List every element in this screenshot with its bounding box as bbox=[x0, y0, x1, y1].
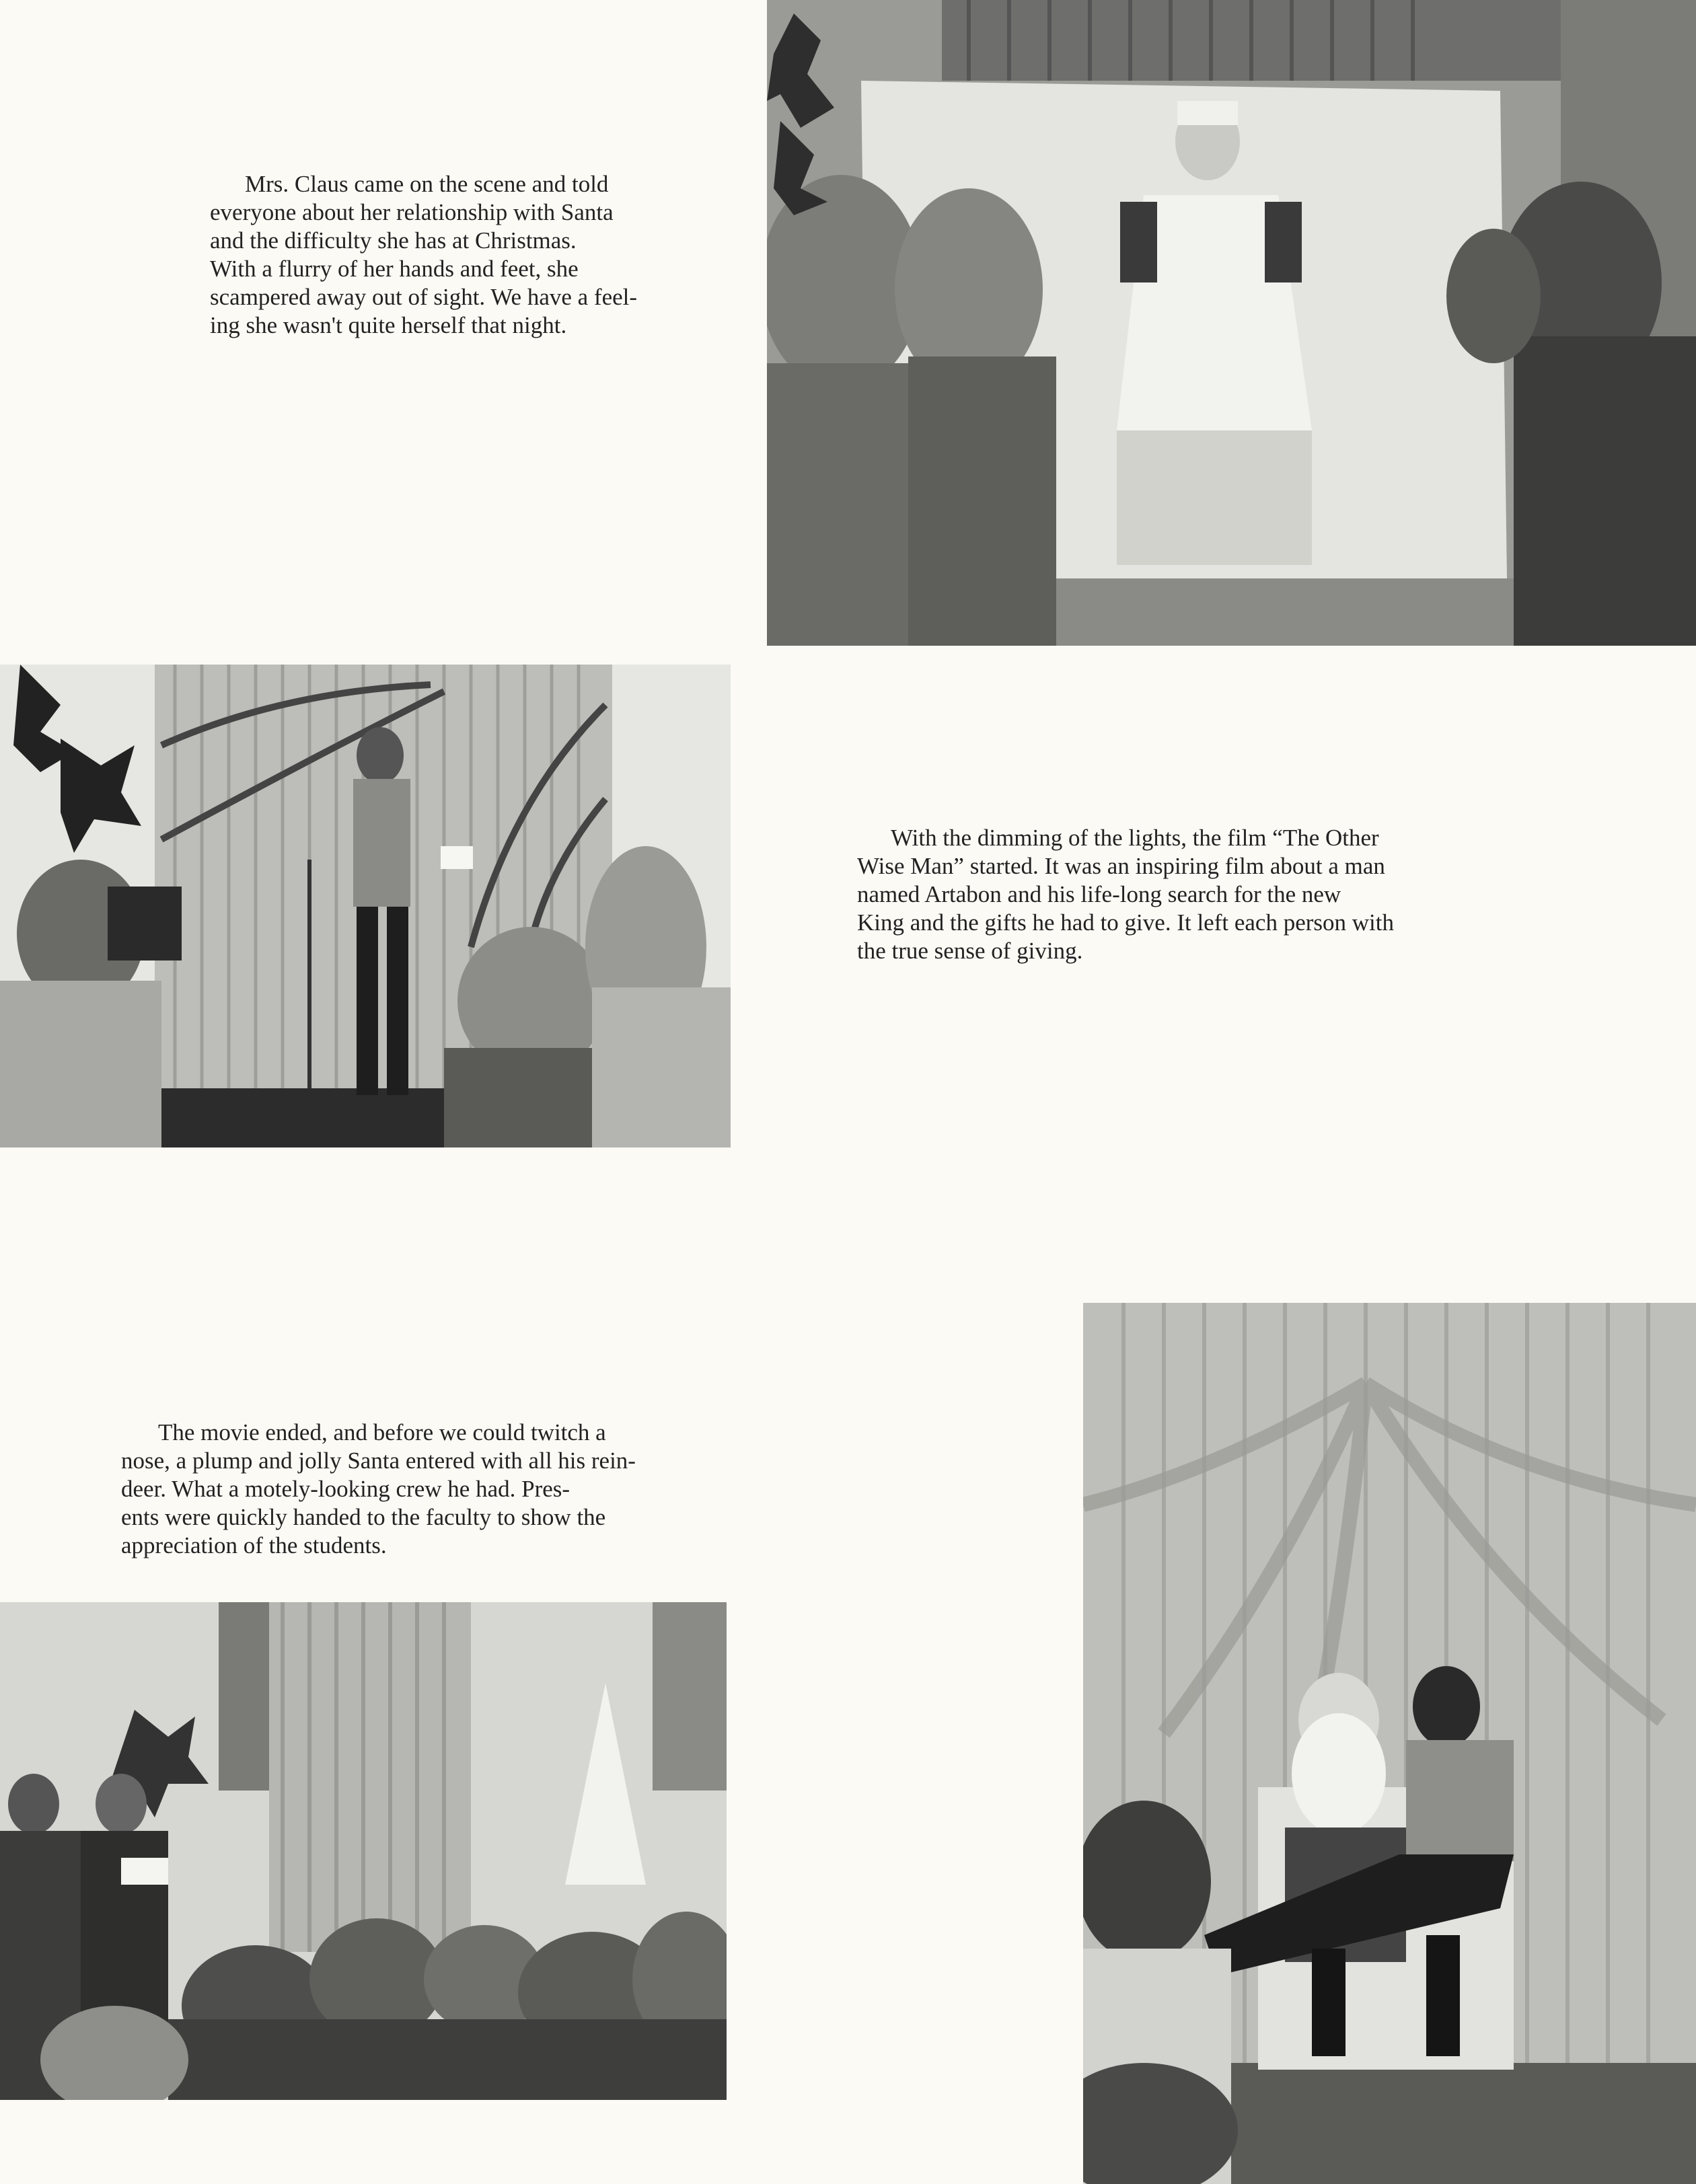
photo-mrs-claus-stage bbox=[767, 0, 1696, 646]
photo-santa-stage bbox=[1083, 1303, 1696, 2184]
photo-faculty-presents bbox=[0, 1602, 727, 2100]
photo-student-microphone bbox=[0, 665, 731, 1147]
caption-mrs-claus: Mrs. Claus came on the scene and told everyone about her relationship with Santa and the difficulty she has at Christmas. With a flurry of her hands and feet, she scampered away out of sight. We have a feel- ing she wasn't quite herself that night. bbox=[210, 171, 638, 338]
caption-santa: The movie ended, and before we could twitch a nose, a plump and jolly Santa entered with all his rein- deer. What a motely-looking crew he had. Pres- ents were quickly handed to the faculty to show the appreciation of the students. bbox=[121, 1419, 636, 1558]
caption-film: With the dimming of the lights, the film “The Other Wise Man” started. It was an inspiring film about a man named Artabon and his life-long search for the new King and the gifts he had to give. It left each person with the true sense of giving. bbox=[857, 825, 1394, 964]
